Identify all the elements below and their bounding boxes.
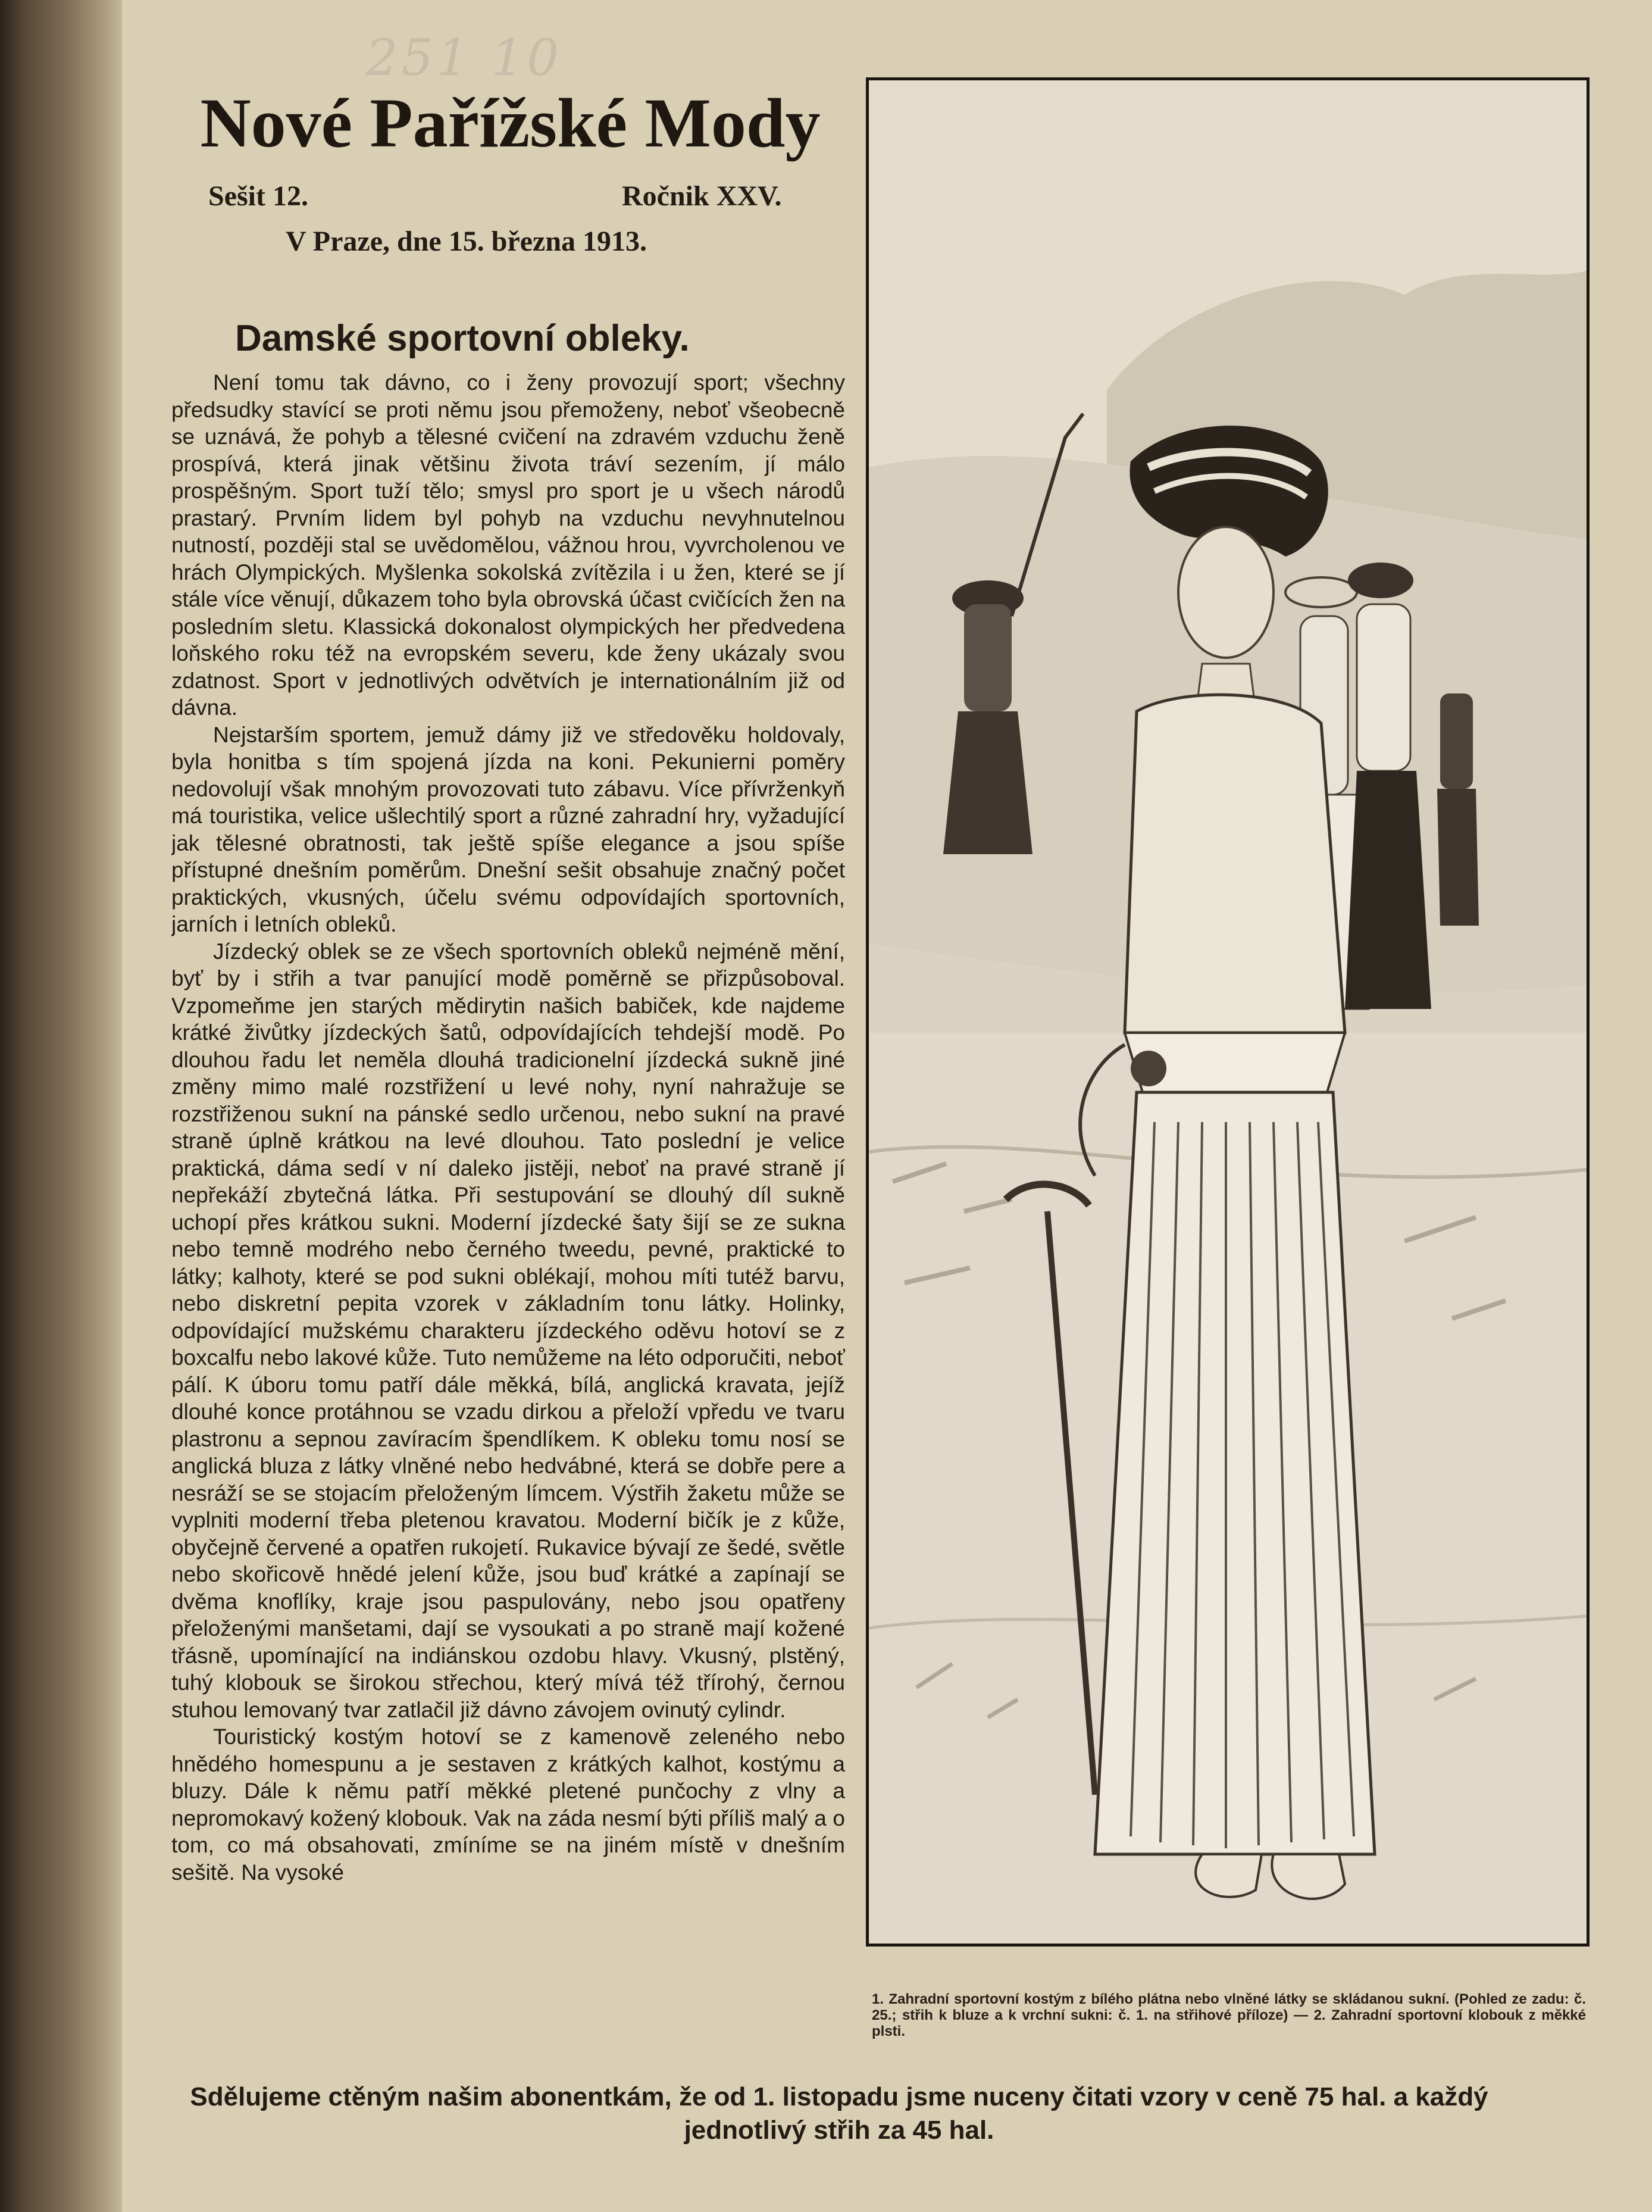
figure-caption: 1. Zahradní sportovní kostým z bílého plátna nebo vlněné látky se skládanou sukní. (Pohled ze zadu: č. 25.; střih k bluze a k vrchní sukni: č. 1. na střihové příloze) — 2. Zahradní sportovní klobouk z měkké plsti.: [872, 1991, 1586, 2039]
article-title: Dаmské sportovní obleky.: [235, 318, 690, 359]
dateline: V Praze, dne 15. března 1913.: [286, 226, 647, 257]
article-paragraph: Touristický kostým hotoví se z kamenově zeleného nebo hnědého homespunu a je sestaven z krátkých kalhot, kostýmu a bluzy. Dále k němu patří měkké pletené punčochy z vlny a nepromokavý kožený klobouk. Vak na záda nesmí býti příliš malý a o tom, co má obsahovati, zmíníme se na jiném místě v dnešním sešitě. Na vysoké: [171, 1724, 845, 1885]
article-paragraph: Jízdecký oblek se ze všech sportovních obleků nejméně mění, byť by i střih a tvar panující modě poměrně se přizpůsoboval. Vzpomeňme jen starých mědirytin našich babiček, kde najdeme krátké živůtky jízdeckých šatů, odpovídajících tehdejší modě. Po dlouhou řadu let neměla dlouhá tradicionelní jízdecká sukně jiné změny mimo malé rozstřižení u levé nohy, nyní nahražuje se rozstřiženou sukní na pánské sedlo určenou, nebo sukní na pravé straně úplně krátkou na levé dlouhou. Tato poslední je velice praktická, dáma sedí v ní daleko jistěji, neboť na pravé straně jí nepřekáží zbytečná látka. Při sestupování se dlouhý díl sukně uchopí přes krátkou sukni. Moderní jízdecké šaty šijí se ze sukna nebo temně modrého nebo černého tweedu, pevné, praktické to látky; kalhoty, které se pod sukni oblékají, mohou míti tutéž barvu, nebo diskretní pepita vzorek v základním tonu látky. Holinky, odpovídající mužskému charakteru jízdeckého oděvu hotoví se z boxcalfu nebo lakové kůže. Tuto nemůžeme na léto odporučiti, neboť pálí. K úboru tomu patří dále měkká, bílá, anglická kravata, jejíž dlouhé konce protáhnou se vzadu dirkou a přeloží vpředu ve tvaru plastronu a sepnou zavíracím špendlíkem. K obleku tomu nosí se anglická bluza z látky vlněné nebo hedvábné, která se dobře pere a nesráží se se stojacím přeloženým límcem. Výstřih žaketu může se vyplniti moderní třeba pletenou kravatou. Moderní bičík je z kůže, obyčejně červené a opatřen rukojetí. Rukavice bývají ze šedé, světle nebo skořicově hnědé jelení kůže, jsou buď krátké a zapínají se dvěma knoflíky, kraje jsou paspulovány, nebo jsou opatřeny přeloženými manšetami, dají se vysoukati a po straně mají kožené třásně, upomínající na indiánskou ozdobu hlavy. Vkusný, plstěný, tuhý klobouk se širokou střechou, který mívá též třírohý, černou stuhou lemovaný tvar zatlačil již dávno závojem ovinutý cylindr.: [171, 939, 845, 1722]
masthead-title: Nové Pařížské Mody: [200, 84, 821, 162]
article-paragraph: Není tomu tak dávno, co i ženy provozují sport; všechny předsudky stavící se proti němu jsou přemoženy, neboť všeobecně se uznává, že pohyb a tělesné cvičení na zdravém vzduchu ženě prospívá, která jinak většinu života tráví sezením, jí málo prospěšným. Sport tuží tělo; smysl pro sport je u všech národů prastarý. Prvním lidem byl pohyb na vzduchu nevyhnutelnou nutností, později stal se uvědomělou, vážnou hrou, vyvrcholenou ve hrách Olympických. Myšlenka sokolská zvítězila i u žen, které se jí stále více věnují, důkazem toho byla obrovská účast cvičících žen na posledním sletu. Klassická dokonalost olympických her předvedena loňského roku též na evropském severu, kde ženy ukázaly svou zdatnost. Sport v jednotlivých odvětvích je internationálním již od dávna.: [171, 370, 845, 720]
article-body: [171, 369, 845, 2054]
handwritten-mark: 251 10: [366, 29, 562, 87]
fashion-illustration: [866, 77, 1590, 1947]
issue-number: Sešit 12.: [208, 180, 308, 212]
subscriber-notice: Sdělujeme ctěným našim abonentkám, že od 1. listopadu jsme nuceny čitati vzory v ceně 75 hal. a každý jednotlivý střih za 45 hal.: [190, 2082, 1488, 2145]
article-paragraph: Nejstarším sportem, jemuž dámy již ve středověku holdovaly, byla honitba s tím spojená jízda na koni. Pekuniernі poměry nedovolují však mnohým provozovati tuto zábavu. Více přívrženkyň má touristika, velice ušlechtilý sport a různé zahradní hry, vyžadující jak tělesné obratnosti, tak ještě spíše elegance a jsou spíše přístupné dnešním poměrům. Dnešní sešit obsahuje značný počet praktických, vkusných, účelu svému odpovídajích sportovních, jarních i letních obleků.: [171, 722, 845, 936]
volume-number: Ročnik XXV.: [622, 180, 782, 212]
book-binding-edge: [0, 0, 125, 2212]
illustration-drawing: [869, 80, 1587, 1944]
